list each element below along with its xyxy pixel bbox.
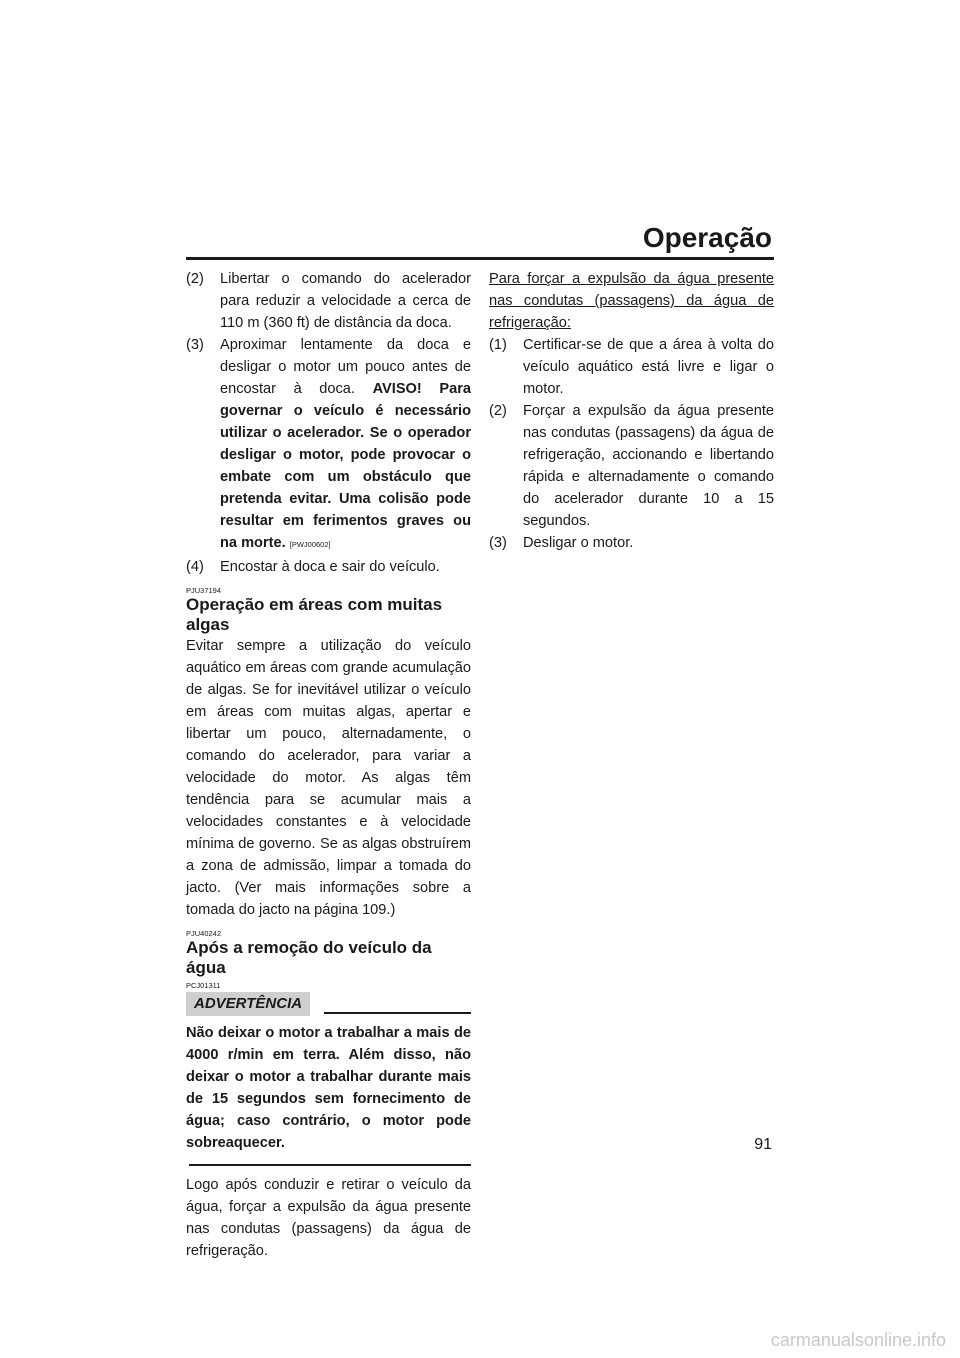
page-number: 91 — [754, 1136, 772, 1153]
step-number: (2) — [489, 403, 507, 419]
section-code: PJU40242 — [186, 929, 222, 938]
step-number: (1) — [489, 337, 507, 353]
right-column — [489, 268, 774, 554]
step-number: (3) — [186, 337, 204, 353]
step-number: (3) — [489, 535, 507, 551]
step-3 — [186, 334, 471, 556]
procedure-step-1 — [489, 334, 774, 400]
header-rule — [186, 257, 774, 260]
footer-watermark: carmanualsonline.info — [770, 1330, 946, 1350]
step-text: Libertar o comando do acelerador para reduzir a velocidade a cerca de 110 m (360 ft) de distância da doca. — [220, 271, 471, 331]
step-number: (2) — [186, 271, 204, 287]
section-body-removal: Logo após conduzir e retirar o veículo da água, forçar a expulsão da água presente nas condutas (passagens) da água de refrigeração. — [186, 1177, 471, 1259]
step-text: Forçar a expulsão da água presente nas condutas (passagens) da água de refrigeração, accionando e libertando rápida e alternadamente o comando do acelerador durante 10 a 15 segundos. — [523, 403, 774, 529]
warning-header — [186, 992, 471, 1016]
notice-code: [PWJ00602] — [289, 540, 331, 549]
step-number: (4) — [186, 559, 204, 575]
step-4 — [186, 556, 471, 578]
warning-end-rule — [189, 1164, 471, 1166]
left-column — [186, 268, 471, 1262]
step-text: Encostar à doca e sair do veículo. — [220, 559, 440, 575]
section-code: PJU37194 — [186, 586, 222, 595]
page-title: Operação — [642, 222, 772, 253]
step-2 — [186, 268, 471, 334]
notice-text: AVISO! Para governar o veículo é necessário utilizar o acelerador. Se o operador desligar o motor, pode provocar o embate com um obstáculo que pretenda evitar. Uma colisão pode resultar em ferimentos graves ou na morte. — [220, 381, 472, 551]
section-heading-algae: Operação em áreas com muitas algas — [186, 595, 443, 634]
procedure-subheading: Para forçar a expulsão da água presente nas condutas (passagens) da água de refrigeração: — [489, 271, 774, 331]
step-text-with-notice — [220, 334, 471, 556]
warning-label: ADVERTÊNCIA — [186, 992, 310, 1016]
section-heading-removal: Após a remoção do veículo da água — [186, 938, 432, 977]
procedure-step-2 — [489, 400, 774, 532]
procedure-step-3 — [489, 532, 774, 554]
warning-text: Não deixar o motor a trabalhar a mais de 4000 r/min em terra. Além disso, não deixar o motor a trabalhar durante mais de 15 segundos sem fornecimento de água; caso contrário, o motor pode sobreaquecer. — [186, 1025, 471, 1151]
step-text: Aproximar lentamente da doca e desligar o motor um pouco antes de encostar à doca. — [220, 337, 471, 397]
section-body-algae: Evitar sempre a utilização do veículo aquático em áreas com grande acumulação de algas. Se for inevitável utilizar o veículo em áreas com muitas algas, apertar e libertar um pouco, alternadamente, o comando do acelerador, para variar a velocidade do motor. As algas têm tendência para se acumular mais a velocidades constantes e à velocidade mínima de governo. Se as algas obstruírem a zona de admissão, limpar a tomada do jacto. (Ver mais informações sobre a tomada do jacto na página 109.) — [186, 638, 471, 918]
warning-code: PCJ01311 — [186, 981, 221, 990]
step-text: Desligar o motor. — [523, 535, 634, 551]
warning-rule — [324, 1012, 471, 1014]
step-text: Certificar-se de que a área à volta do veículo aquático está livre e ligar o motor. — [523, 337, 774, 397]
